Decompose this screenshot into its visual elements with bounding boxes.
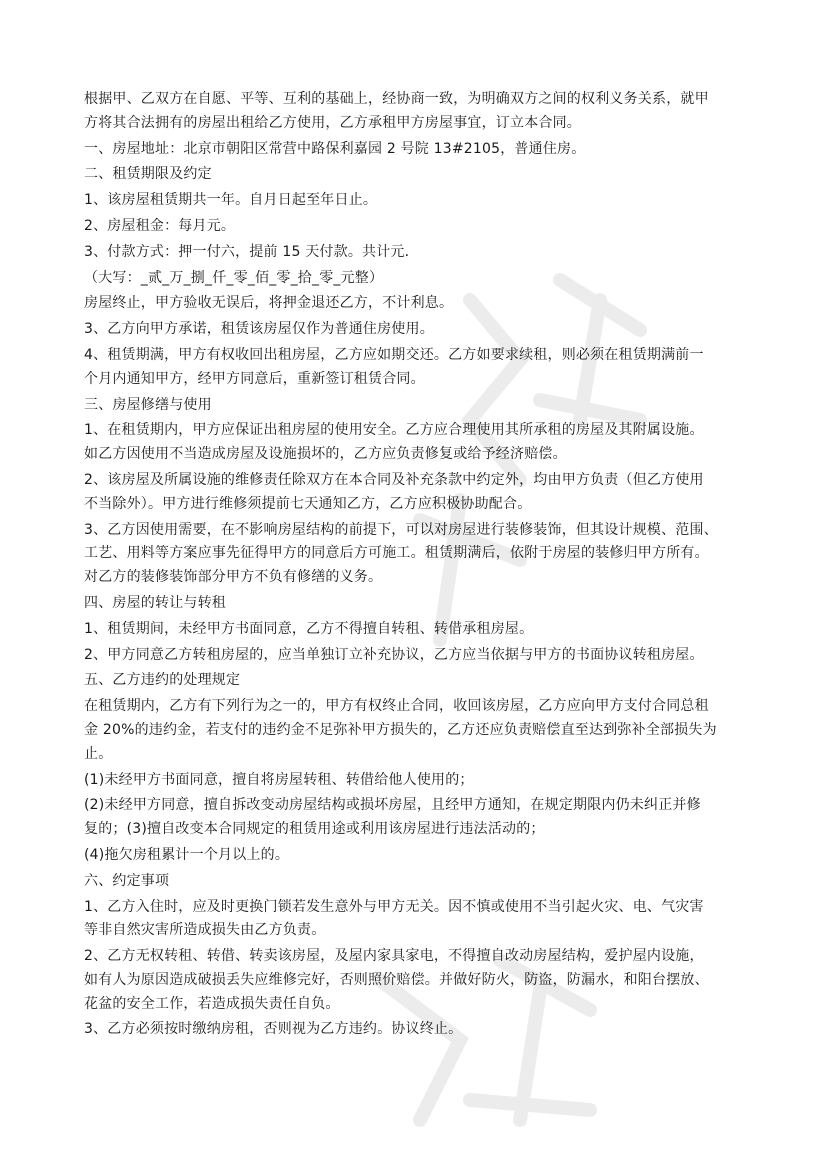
text-line: 3、乙方必须按时缴纳房租，否则视为乙方违约。协议终止。 [84, 1021, 463, 1038]
text-line: 花盆的安全工作，若造成损失责任自负。 [84, 995, 340, 1012]
text-line: 金 20%的违约金，若支付的违约金不足弥补甲方损失的，乙方还应负责赔偿直至达到弥补全部损失为 [84, 721, 717, 738]
text-line: 个月内通知甲方，经甲方同意后，重新签订租赁合同。 [84, 370, 425, 387]
text-line: 一、房屋地址：北京市朝阳区常营中路保利嘉园 2 号院 13#2105，普通住房。 [84, 140, 586, 157]
text-line: (2)未经甲方同意，擅自拆改变动房屋结构或损坏房屋，且经甲方通知，在规定期限内仍未纠正并修 [84, 797, 701, 814]
text-line: 工艺、用料等方案应事先征得甲方的同意后方可施工。租赁期满后，依附于房屋的装修归甲方所有。 [84, 545, 709, 562]
text-line: 房屋终止，甲方验收无误后，将押金退还乙方，不计利息。 [84, 295, 454, 312]
text-line: 对乙方的装修装饰部分甲方不负有修缮的义务。 [84, 569, 383, 586]
text-line: 2、甲方同意乙方转租房屋的，应当单独订立补充协议，乙方应当依据与甲方的书面协议转租房屋。 [84, 646, 704, 663]
text-line: 复的；(3)擅自改变本合同规定的租赁用途或利用该房屋进行违法活动的； [84, 821, 545, 838]
text-line: 如有人为原因造成破损丢失应维修完好，否则照价赔偿。并做好防火，防盗，防漏水，和阳台摆放、 [84, 971, 709, 988]
text-line: 4、租赁期满，甲方有权收回出租房屋，乙方应如期交还。乙方如要求续租，则必须在租赁期满前一 [84, 346, 704, 363]
text-line: 不当除外）。甲方进行维修须提前七天通知乙方，乙方应积极协助配合。 [84, 495, 532, 512]
text-line: 如乙方因使用不当造成房屋及设施损坏的，乙方应负责修复或给予经济赔偿。 [84, 446, 567, 463]
text-line: 二、租赁期限及约定 [84, 166, 212, 183]
text-line: 四、房屋的转让与转租 [84, 594, 226, 611]
text-line: 等非自然灾害所造成损失由乙方负责。 [84, 922, 326, 939]
text-line: 五、乙方违约的处理规定 [84, 672, 241, 689]
text-line: 3、乙方因使用需要，在不影响房屋结构的前提下，可以对房屋进行装修装饰，但其设计规模、范围、 [84, 521, 718, 538]
contract-body [84, 88, 750, 1042]
text-line: 3、乙方向甲方承诺，租赁该房屋仅作为普通住房使用。 [84, 321, 434, 338]
text-line: 三、房屋修缮与使用 [84, 396, 212, 413]
text-line: 六、约定事项 [84, 872, 170, 889]
text-line: 在租赁期内，乙方有下列行为之一的，甲方有权终止合同，收回该房屋，乙方应向甲方支付合同总租 [84, 698, 709, 715]
text-line: 1、乙方入住时，应及时更换门锁若发生意外与甲方无关。因不慎或使用不当引起火灾、电、气灾害 [84, 898, 704, 915]
text-line: 根据甲、乙双方在自愿、平等、互利的基础上，经协商一致，为明确双方之间的权利义务关系，就甲 [84, 91, 709, 107]
text-line: 方将其合法拥有的房屋出租给乙方使用，乙方承租甲方房屋事宜，订立本合同。 [84, 114, 581, 131]
text-line: 1、在租赁期内，甲方应保证出租房屋的使用安全。乙方应合理使用其所承租的房屋及其附属设施。 [84, 422, 704, 439]
text-line: 2、该房屋及所属设施的维修责任除双方在本合同及补充条款中约定外，均由甲方负责（但乙方使用 [84, 471, 704, 488]
text-line: 1、租赁期间，未经甲方书面同意，乙方不得擅自转租、转借承租房屋。 [84, 620, 534, 637]
text-line: 1、该房屋租赁期共一年。自月日起至年日止。 [84, 192, 378, 209]
text-line: （大写：_贰_万_捌_仟_零_佰_零_拾_零_元整） [84, 269, 384, 286]
text-line: 2、房屋租金：每月元。 [84, 217, 236, 234]
text-line: 3、付款方式：押一付六，提前 15 天付款。共计元． [84, 243, 419, 260]
text-line: 止。 [84, 745, 113, 762]
text-line: 2、乙方无权转租、转借、转卖该房屋，及屋内家具家电，不得擅自改动房屋结构，爱护屋内设施， [84, 948, 704, 965]
text-line: (4)拖欠房租累计一个月以上的。 [84, 846, 290, 863]
text-line: (1)未经甲方书面同意，擅自将房屋转租、转借给他人使用的； [84, 771, 474, 788]
